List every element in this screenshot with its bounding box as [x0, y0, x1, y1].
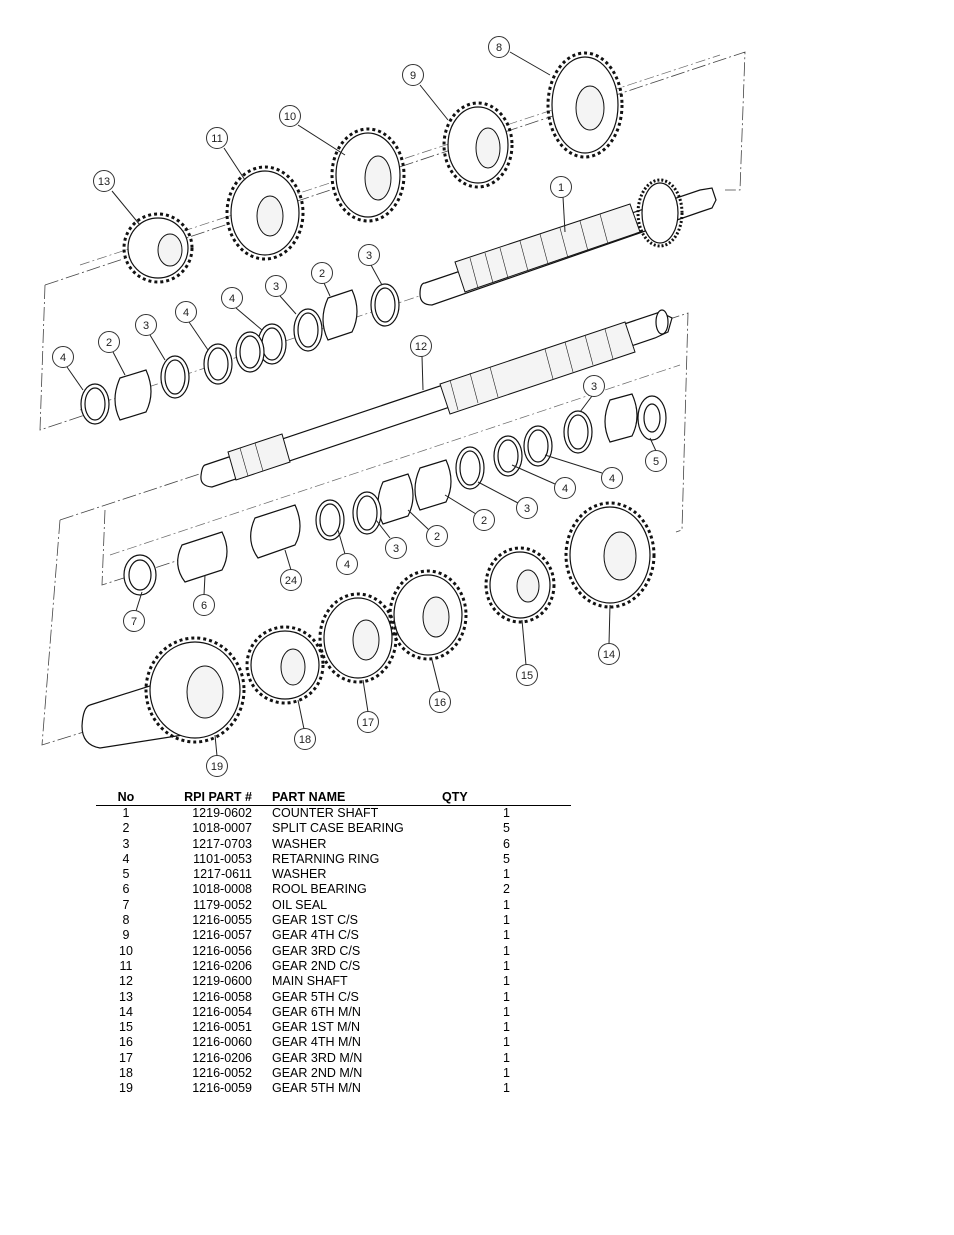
cell-part-number: 1216-0052	[192, 1066, 252, 1081]
callout-label: 19	[210, 761, 224, 773]
callout-6	[194, 595, 215, 616]
callout-12	[411, 336, 432, 357]
cell-no: 8	[122, 913, 130, 928]
cell-part-number: 1216-0051	[192, 1020, 252, 1035]
cell-part-name: RETARNING RING	[272, 851, 380, 866]
callout-7	[124, 611, 145, 632]
header-part-number: RPI PART #	[156, 788, 252, 806]
callout-label: 12	[414, 341, 428, 353]
header-no: No	[96, 788, 156, 806]
cell-qty: 1	[503, 867, 510, 882]
callout-4	[53, 347, 74, 368]
callout-11	[207, 128, 228, 149]
cell-qty: 1	[503, 1050, 510, 1065]
cell-part-number: 1216-0058	[192, 989, 252, 1004]
header-part-name: PART NAME	[252, 788, 442, 806]
table-row	[96, 959, 571, 974]
cell-part-number: 1018-0008	[192, 882, 252, 897]
callout-label: 16	[433, 697, 447, 709]
cell-no: 2	[122, 821, 130, 836]
parts-list-table	[96, 788, 571, 1097]
cell-part-number: 1217-0703	[192, 836, 252, 851]
cell-part-number: 1216-0206	[192, 1050, 252, 1065]
callout-4	[222, 288, 243, 309]
callout-5	[646, 451, 667, 472]
callout-label: 7	[130, 616, 138, 628]
cell-part-number: 1219-0600	[192, 974, 252, 989]
callout-13	[94, 171, 115, 192]
table-row	[96, 990, 571, 1005]
cell-no: 5	[122, 867, 130, 882]
cell-part-name: GEAR 3RD M/N	[272, 1050, 363, 1065]
cell-part-name: WASHER	[272, 867, 327, 882]
cell-qty: 1	[503, 943, 510, 958]
cell-no: 14	[119, 1004, 133, 1019]
callout-label: 4	[561, 483, 569, 495]
cell-part-number: 1216-0054	[192, 1004, 252, 1019]
callout-1	[551, 177, 572, 198]
cell-qty: 5	[503, 851, 510, 866]
table-row	[96, 898, 571, 913]
table-row	[96, 806, 571, 822]
cell-part-name: GEAR 1ST C/S	[272, 913, 358, 928]
cell-qty: 1	[503, 1004, 510, 1019]
cell-qty: 5	[503, 821, 510, 836]
table-row	[96, 882, 571, 897]
callout-2	[312, 263, 333, 284]
cell-part-name: ROOL BEARING	[272, 882, 367, 897]
cell-qty: 1	[503, 897, 510, 912]
callout-label: 4	[343, 559, 351, 571]
cell-no: 18	[119, 1066, 133, 1081]
callout-label: 3	[142, 320, 150, 332]
cell-no: 7	[122, 897, 130, 912]
cell-qty: 1	[503, 1081, 510, 1096]
table-row	[96, 1035, 571, 1050]
callout-4	[602, 468, 623, 489]
callout-3	[136, 315, 157, 336]
cell-qty: 6	[503, 836, 510, 851]
cell-no: 17	[119, 1050, 133, 1065]
callout-label: 1	[557, 182, 565, 194]
cell-part-number: 1101-0053	[193, 851, 252, 866]
table-row	[96, 837, 571, 852]
table-row	[96, 913, 571, 928]
cell-part-name: GEAR 5TH M/N	[272, 1081, 361, 1096]
table-row	[96, 1081, 571, 1096]
callout-24	[281, 570, 302, 591]
table-row	[96, 928, 571, 943]
callout-label: 18	[298, 734, 312, 746]
callout-label: 3	[590, 381, 598, 393]
cell-qty: 1	[503, 1035, 510, 1050]
cell-qty: 1	[503, 958, 510, 973]
table-row	[96, 1020, 571, 1035]
callout-4	[337, 554, 358, 575]
cell-no: 19	[119, 1081, 133, 1096]
callout-label: 4	[59, 352, 67, 364]
cell-part-name: GEAR 2ND M/N	[272, 1066, 363, 1081]
cell-part-name: GEAR 4TH C/S	[272, 928, 359, 943]
callout-10	[280, 106, 301, 127]
cell-qty: 1	[503, 928, 510, 943]
cell-no: 10	[119, 943, 133, 958]
callout-label: 6	[200, 600, 208, 612]
callout-4	[176, 302, 197, 323]
callout-2	[99, 332, 120, 353]
cell-no: 4	[122, 851, 130, 866]
cell-part-name: WASHER	[272, 836, 327, 851]
cell-part-name: GEAR 1ST M/N	[272, 1020, 360, 1035]
cell-qty: 1	[503, 1020, 510, 1035]
header-qty: QTY	[442, 788, 571, 806]
callout-label: 9	[409, 70, 417, 82]
cell-no: 13	[119, 989, 133, 1004]
table-row	[96, 1005, 571, 1020]
cell-no: 3	[122, 836, 130, 851]
callout-label: 13	[97, 176, 111, 188]
cell-qty: 2	[503, 882, 510, 897]
cell-no: 1	[122, 806, 130, 820]
callout-4	[555, 478, 576, 499]
parts-table-body	[96, 806, 571, 1097]
callout-3	[386, 538, 407, 559]
callout-label: 11	[211, 133, 223, 145]
cell-part-number: 1216-0206	[192, 958, 252, 973]
cell-part-number: 1216-0055	[192, 913, 252, 928]
gear-shapes	[82, 53, 654, 748]
callout-2	[427, 526, 448, 547]
callout-3	[266, 276, 287, 297]
callout-label: 5	[652, 456, 660, 468]
table-row	[96, 1066, 571, 1081]
cell-no: 15	[119, 1020, 133, 1035]
callout-3	[584, 376, 605, 397]
cell-part-number: 1179-0052	[193, 897, 252, 912]
cell-part-name: GEAR 6TH M/N	[272, 1004, 361, 1019]
callout-2	[474, 510, 495, 531]
cell-qty: 1	[503, 974, 510, 989]
callout-label: 10	[283, 111, 297, 123]
callout-label: 24	[284, 575, 298, 587]
callout-15	[517, 665, 538, 686]
callout-label: 4	[182, 307, 190, 319]
callout-label: 15	[520, 670, 534, 682]
cell-part-number: 1216-0060	[192, 1035, 252, 1050]
callout-label: 4	[228, 293, 236, 305]
cell-no: 11	[119, 958, 133, 973]
cell-part-number: 1219-0602	[192, 806, 252, 820]
table-row	[96, 867, 571, 882]
callout-18	[295, 729, 316, 750]
callout-3	[517, 498, 538, 519]
callout-label: 2	[318, 268, 326, 280]
callout-label: 3	[392, 543, 400, 555]
callout-19	[207, 756, 228, 777]
cell-part-number: 1217-0611	[193, 867, 252, 882]
cell-qty: 1	[503, 989, 510, 1004]
cell-qty: 1	[503, 1066, 510, 1081]
callout-label: 3	[365, 250, 373, 262]
cell-part-name: SPLIT CASE BEARING	[272, 821, 404, 836]
cell-no: 16	[119, 1035, 133, 1050]
cell-no: 9	[122, 928, 130, 943]
callout-16	[430, 692, 451, 713]
cell-qty: 1	[503, 913, 510, 928]
callout-8	[489, 37, 510, 58]
cell-part-number: 1216-0057	[192, 928, 252, 943]
callout-17	[358, 712, 379, 733]
table-row	[96, 944, 571, 959]
cell-no: 6	[122, 882, 130, 897]
callout-label: 2	[433, 531, 441, 543]
table-row	[96, 1051, 571, 1066]
cell-part-name: OIL SEAL	[272, 897, 328, 912]
cell-part-number: 1216-0059	[192, 1081, 252, 1096]
cell-part-name: GEAR 2ND C/S	[272, 958, 361, 973]
callout-label: 2	[105, 337, 113, 349]
cell-part-number: 1216-0056	[192, 943, 252, 958]
table-row	[96, 852, 571, 867]
callout-14	[599, 644, 620, 665]
cell-part-name: GEAR 4TH M/N	[272, 1035, 361, 1050]
callout-3	[359, 245, 380, 266]
callout-9	[403, 65, 424, 86]
callout-label: 14	[602, 649, 616, 661]
cell-part-name: COUNTER SHAFT	[272, 806, 379, 820]
callout-label: 3	[523, 503, 531, 515]
callout-label: 2	[480, 515, 488, 527]
callout-label: 3	[272, 281, 280, 293]
cell-part-number: 1018-0007	[192, 821, 252, 836]
cell-part-name: MAIN SHAFT	[272, 974, 348, 989]
callout-label: 8	[495, 42, 503, 54]
table-row	[96, 974, 571, 989]
callout-label: 17	[361, 717, 375, 729]
cell-part-name: GEAR 3RD C/S	[272, 943, 361, 958]
table-row	[96, 821, 571, 836]
cell-qty: 1	[503, 806, 510, 820]
cell-part-name: GEAR 5TH C/S	[272, 989, 359, 1004]
counter-shaft-shape	[420, 180, 716, 305]
table-header-row	[96, 788, 571, 806]
callout-label: 4	[608, 473, 616, 485]
cell-no: 12	[119, 974, 133, 989]
